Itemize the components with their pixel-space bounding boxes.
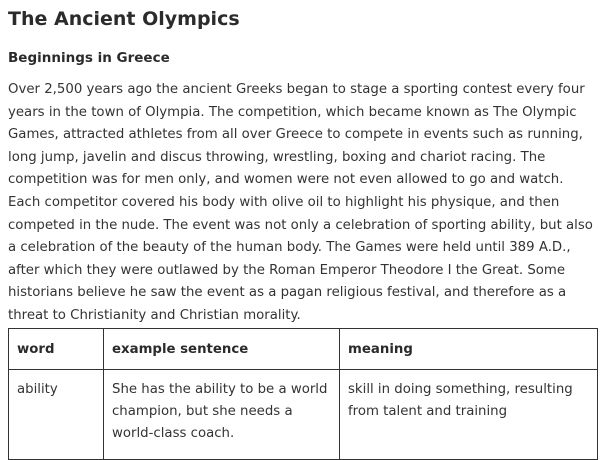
- body-paragraph: Over 2,500 years ago the ancient Greeks began to stage a sporting contest every four years in the town of Olympia. The competition, which became known as The Olympic Games, attracted athletes from all over Greece to compete in events such as running, long jump, javelin and discus throwing, wrestling, boxing and chariot racing. The competition was for men only, and women were not even allowed to go and watch. Each competitor covered his body with olive oil to highlight his physique, and then competed in the nude. The event was not only a celebration of sporting ability, but also a celebration of the beauty of the human body. The Games were held until 389 A.D., after which they were outlawed by the Roman Emperor Theodore I the Great. Some historians believe he saw the event as a pagan religious festival, and therefore as a threat to Christianity and Christian morality.: [8, 82, 593, 323]
- column-header-example-sentence: example sentence: [104, 329, 340, 370]
- cell-example-sentence: She has the ability to be a world champion, but she needs a world-class coach.: [104, 370, 340, 460]
- section-heading: Beginnings in Greece: [8, 50, 170, 66]
- column-header-meaning: meaning: [340, 329, 598, 370]
- table-row: [9, 370, 598, 460]
- cell-word: ability: [9, 370, 104, 460]
- page-title: The Ancient Olympics: [8, 8, 240, 30]
- cell-meaning: skill in doing something, resulting from talent and training: [340, 370, 598, 460]
- vocabulary-table: [8, 328, 598, 460]
- table-header-row: [9, 329, 598, 370]
- column-header-word: word: [9, 329, 104, 370]
